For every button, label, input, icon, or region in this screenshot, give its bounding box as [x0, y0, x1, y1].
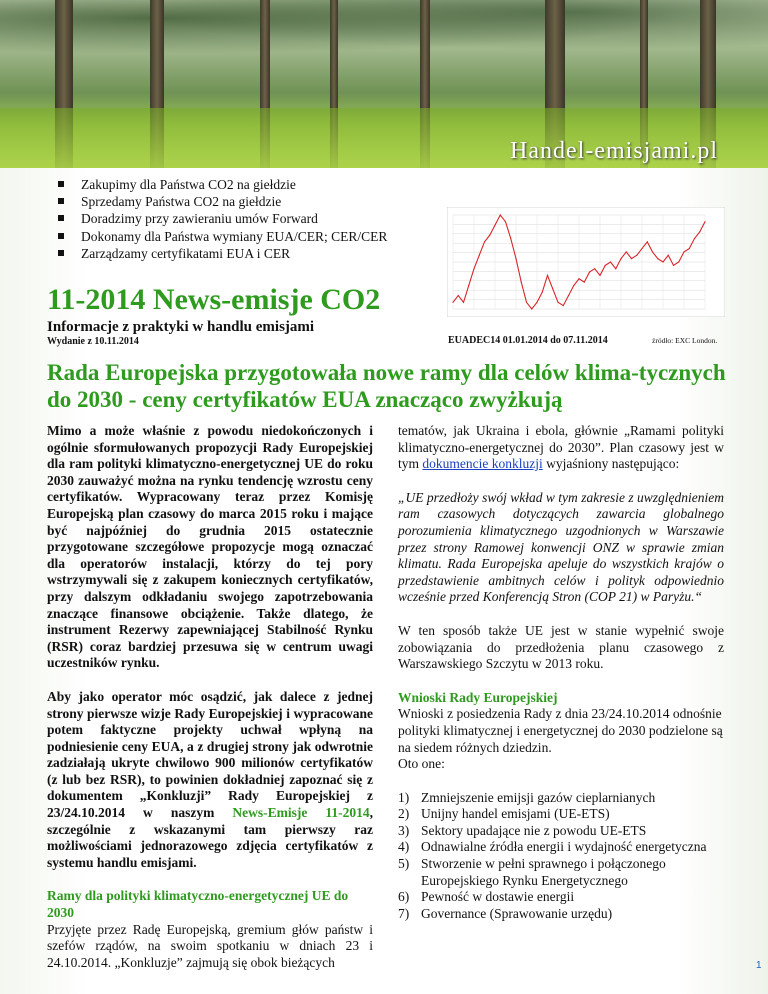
- data-point: [668, 255, 669, 256]
- square-bullet-icon: [58, 233, 64, 239]
- newsletter-link[interactable]: News-Emisje 11-2014: [232, 805, 370, 821]
- list-item: [398, 790, 724, 807]
- data-point: [584, 282, 585, 283]
- data-point: [484, 241, 485, 242]
- page-title: 11-2014 News-emisje CO2: [47, 283, 381, 316]
- list-item: [398, 839, 724, 856]
- price-chart: [447, 207, 725, 317]
- section-heading: Ramy dla polityki klimatyczno-energetycznej UE do 2030: [47, 888, 349, 921]
- list-text: Governance (Sprawowanie urzędu): [421, 905, 613, 921]
- data-point: [610, 261, 611, 262]
- page-subtitle: Informacje z praktyki w handlu emisjami: [47, 319, 315, 335]
- data-point: [547, 275, 548, 276]
- data-point: [531, 308, 532, 309]
- chart-caption: EUADEC14 01.01.2014 do 07.11.2014: [448, 335, 608, 346]
- list-item: [58, 245, 387, 262]
- data-point: [599, 275, 600, 276]
- data-point: [568, 295, 569, 296]
- list-text: Sektory upadające nie z powodu UE-ETS: [421, 822, 647, 838]
- data-point: [510, 238, 511, 239]
- list-item: [398, 906, 724, 923]
- conclusions-document-link[interactable]: dokumencie konkluzji: [422, 456, 543, 472]
- data-point: [505, 221, 506, 222]
- data-point: [657, 258, 658, 259]
- data-point: [636, 255, 637, 256]
- list-item: [398, 823, 724, 840]
- square-bullet-icon: [58, 181, 64, 187]
- edition-date: Wydanie z 10.11.2014: [47, 336, 139, 347]
- data-point: [542, 292, 543, 293]
- list-text: Pewność w dostawie energii: [421, 889, 575, 905]
- list-number: 7): [398, 905, 410, 921]
- data-point: [678, 261, 679, 262]
- data-point: [704, 221, 705, 222]
- chart-source: źródło: EXC London.: [652, 336, 718, 345]
- list-text: Unijny handel emisjami (UE-ETS): [421, 806, 610, 822]
- section-heading: Wnioski Rady Europejskiej: [398, 689, 558, 705]
- list-item: [58, 210, 387, 227]
- paragraph: W ten sposób także UE jest w stanie wypełnić swoje zobowiązania do przedłożenia planu czasowego z Warszawskiego Szczytu w 2013 roku.: [398, 622, 724, 672]
- service-text: Doradzimy przy zawieraniu umów Forward: [81, 211, 318, 227]
- data-point: [683, 251, 684, 252]
- data-point: [673, 265, 674, 266]
- square-bullet-icon: [58, 215, 64, 221]
- page-number: 1: [756, 960, 762, 971]
- paragraph: Oto one:: [398, 756, 445, 772]
- paragraph: Przyjęte przez Radę Europejską, gremium głów państw i szefów rządów, na swoim spotkaniu w dniach 23 i 24.10.2014. „Konkluzje” zajmują się obok bieżących: [47, 921, 373, 970]
- article-headline: Rada Europejska przygotowała nowe ramy dla celów klima-tycznych do 2030 - ceny certyfikatów EUA znacząco zwyżkują: [47, 360, 726, 412]
- data-point: [500, 214, 501, 215]
- list-number: 6): [398, 889, 410, 905]
- data-point: [631, 258, 632, 259]
- list-item: [58, 228, 387, 245]
- data-point: [563, 305, 564, 306]
- data-point: [463, 302, 464, 303]
- data-point: [552, 288, 553, 289]
- list-number: 2): [398, 806, 410, 822]
- list-item: [58, 176, 387, 193]
- list-number: 1): [398, 789, 410, 805]
- tree-canopy: [0, 0, 768, 60]
- paragraph: [47, 689, 373, 872]
- service-text: Zarządzamy certyfikatami EUA i CER: [81, 245, 291, 261]
- data-point: [626, 251, 627, 252]
- right-column: [398, 423, 724, 922]
- list-text: Zmniejszenie emijsji gazów cieplarnianych: [421, 789, 656, 805]
- data-point: [662, 261, 663, 262]
- paragraph: Mimo a może właśnie z powodu niedokończonych i ogólnie sformułowanych propozycji Rady Europejskiej dla ram polityki klimatyczno-energetycznej UE do roku 2030 zauważyć można na rynku tendencję wzrostu ceny certyfikatów. Wypracowany teraz przez Komisję Europejską plan czasowy do marca 2015 roku i mające być najpóźniej do grudnia 2015 ostatecznie przygotowane szczegółowe propozycje mogą oznaczać dla operatorów instalacji, którzy do tej pory wstrzymywali się z zakupem koniecznych certyfikatów, przy dalszym odkładaniu swojego zapotrzebowania znaczące finansowe obciążenie. Także dlatego, że instrument Rezerwy zapewniającej Stabilność Rynku (RSR) coraz bardziej przesuwa się w centrum uwagi uczestników rynku.: [47, 423, 373, 671]
- data-point: [521, 282, 522, 283]
- data-point: [557, 302, 558, 303]
- square-bullet-icon: [58, 198, 64, 204]
- data-point: [647, 241, 648, 242]
- services-list: [58, 176, 387, 262]
- data-point: [468, 285, 469, 286]
- left-column: [47, 423, 373, 971]
- paragraph-text: tematów, jak Ukraina i ebola, głównie „Ramami polityki klimatyczno-energetycznej do 2030”. Plan czasowy jest w tym: [398, 423, 724, 472]
- data-point: [573, 285, 574, 286]
- header-banner-image: [0, 0, 768, 168]
- list-number: 5): [398, 856, 410, 872]
- data-point: [641, 248, 642, 249]
- list-item: [398, 806, 724, 823]
- data-point: [594, 268, 595, 269]
- paragraph-text: Aby jako operator móc osądzić, jak dalece z jednej strony pierwsze wizje Rady Europejskiej i wypracowane potem faktyczne projekty uchwał wpłyną na podniesienie ceny EUA, a z drugiej strony jak odwrotnie zadziałają ukryte chwilowo 900 milionów certyfikatów (z lub bez RSR), to powinien dokładniej zapoznać się z dokumentem „Konkluzji” Rady Europejskiej z 23/24.10.2014 w naszym: [47, 688, 373, 821]
- service-text: Dokonamy dla Państwa wymiany EUA/CER; CER/CER: [81, 228, 388, 244]
- service-text: Zakupimy dla Państwa CO2 na giełdzie: [81, 177, 296, 192]
- quote: „UE przedłoży swój wkład w tym zakresie z uwzględnieniem ram czasowych dotyczących zawarcia globalnego porozumienia klimatycznego uzgodnionych w Warszawie przez strony Ramowej konwencji ONZ w sprawie zmian klimatu. Rada Europejska apeluje do wszystkich krajów o przedstawienie ambitnych celów i polityk odpowiednio wcześnie przed Konferencją Stron (COP 21) w Paryżu.“: [398, 489, 724, 605]
- paragraph-text: wyjaśniony następująco:: [542, 456, 680, 472]
- list-number: 4): [398, 839, 410, 855]
- list-text: Stworzenie w pełni sprawnego i połączonego Europejskiego Rynku Energetycznego: [421, 856, 666, 888]
- data-point: [589, 271, 590, 272]
- paragraph-text: , szczególnie z wskazanymi tam pierwszy raz możliwościami jednorazowego zdjęcia certyfikatów z systemu handlu emisjami.: [47, 805, 374, 870]
- list-item: [398, 856, 724, 889]
- data-point: [458, 295, 459, 296]
- data-point: [473, 268, 474, 269]
- list-number: 3): [398, 822, 410, 838]
- data-point: [694, 238, 695, 239]
- list-item: [398, 889, 724, 906]
- data-point: [494, 224, 495, 225]
- service-text: Sprzedamy Państwa CO2 na giełdzie: [81, 194, 282, 210]
- list-text: Odnawialne źródła energii i wydajność energetyczna: [421, 839, 707, 855]
- data-point: [689, 248, 690, 249]
- data-point: [652, 251, 653, 252]
- data-point: [620, 258, 621, 259]
- brand-logo-text: Handel-emisjami.pl: [510, 138, 718, 164]
- square-bullet-icon: [58, 250, 64, 256]
- data-point: [515, 258, 516, 259]
- data-point: [526, 302, 527, 303]
- data-point: [452, 302, 453, 303]
- data-point: [615, 268, 616, 269]
- data-point: [536, 302, 537, 303]
- data-point: [605, 265, 606, 266]
- data-point: [578, 278, 579, 279]
- paragraph: [398, 423, 724, 473]
- data-point: [479, 255, 480, 256]
- list-item: [58, 193, 387, 210]
- data-point: [699, 231, 700, 232]
- data-point: [489, 235, 490, 236]
- paragraph: Wnioski z posiedzenia Rady z dnia 23/24.10.2014 odnośnie polityki klimatycznej i energetycznej do 2030 podzielone są na siedem różnych dziedzin.: [398, 706, 723, 755]
- conclusions-list: [398, 790, 724, 923]
